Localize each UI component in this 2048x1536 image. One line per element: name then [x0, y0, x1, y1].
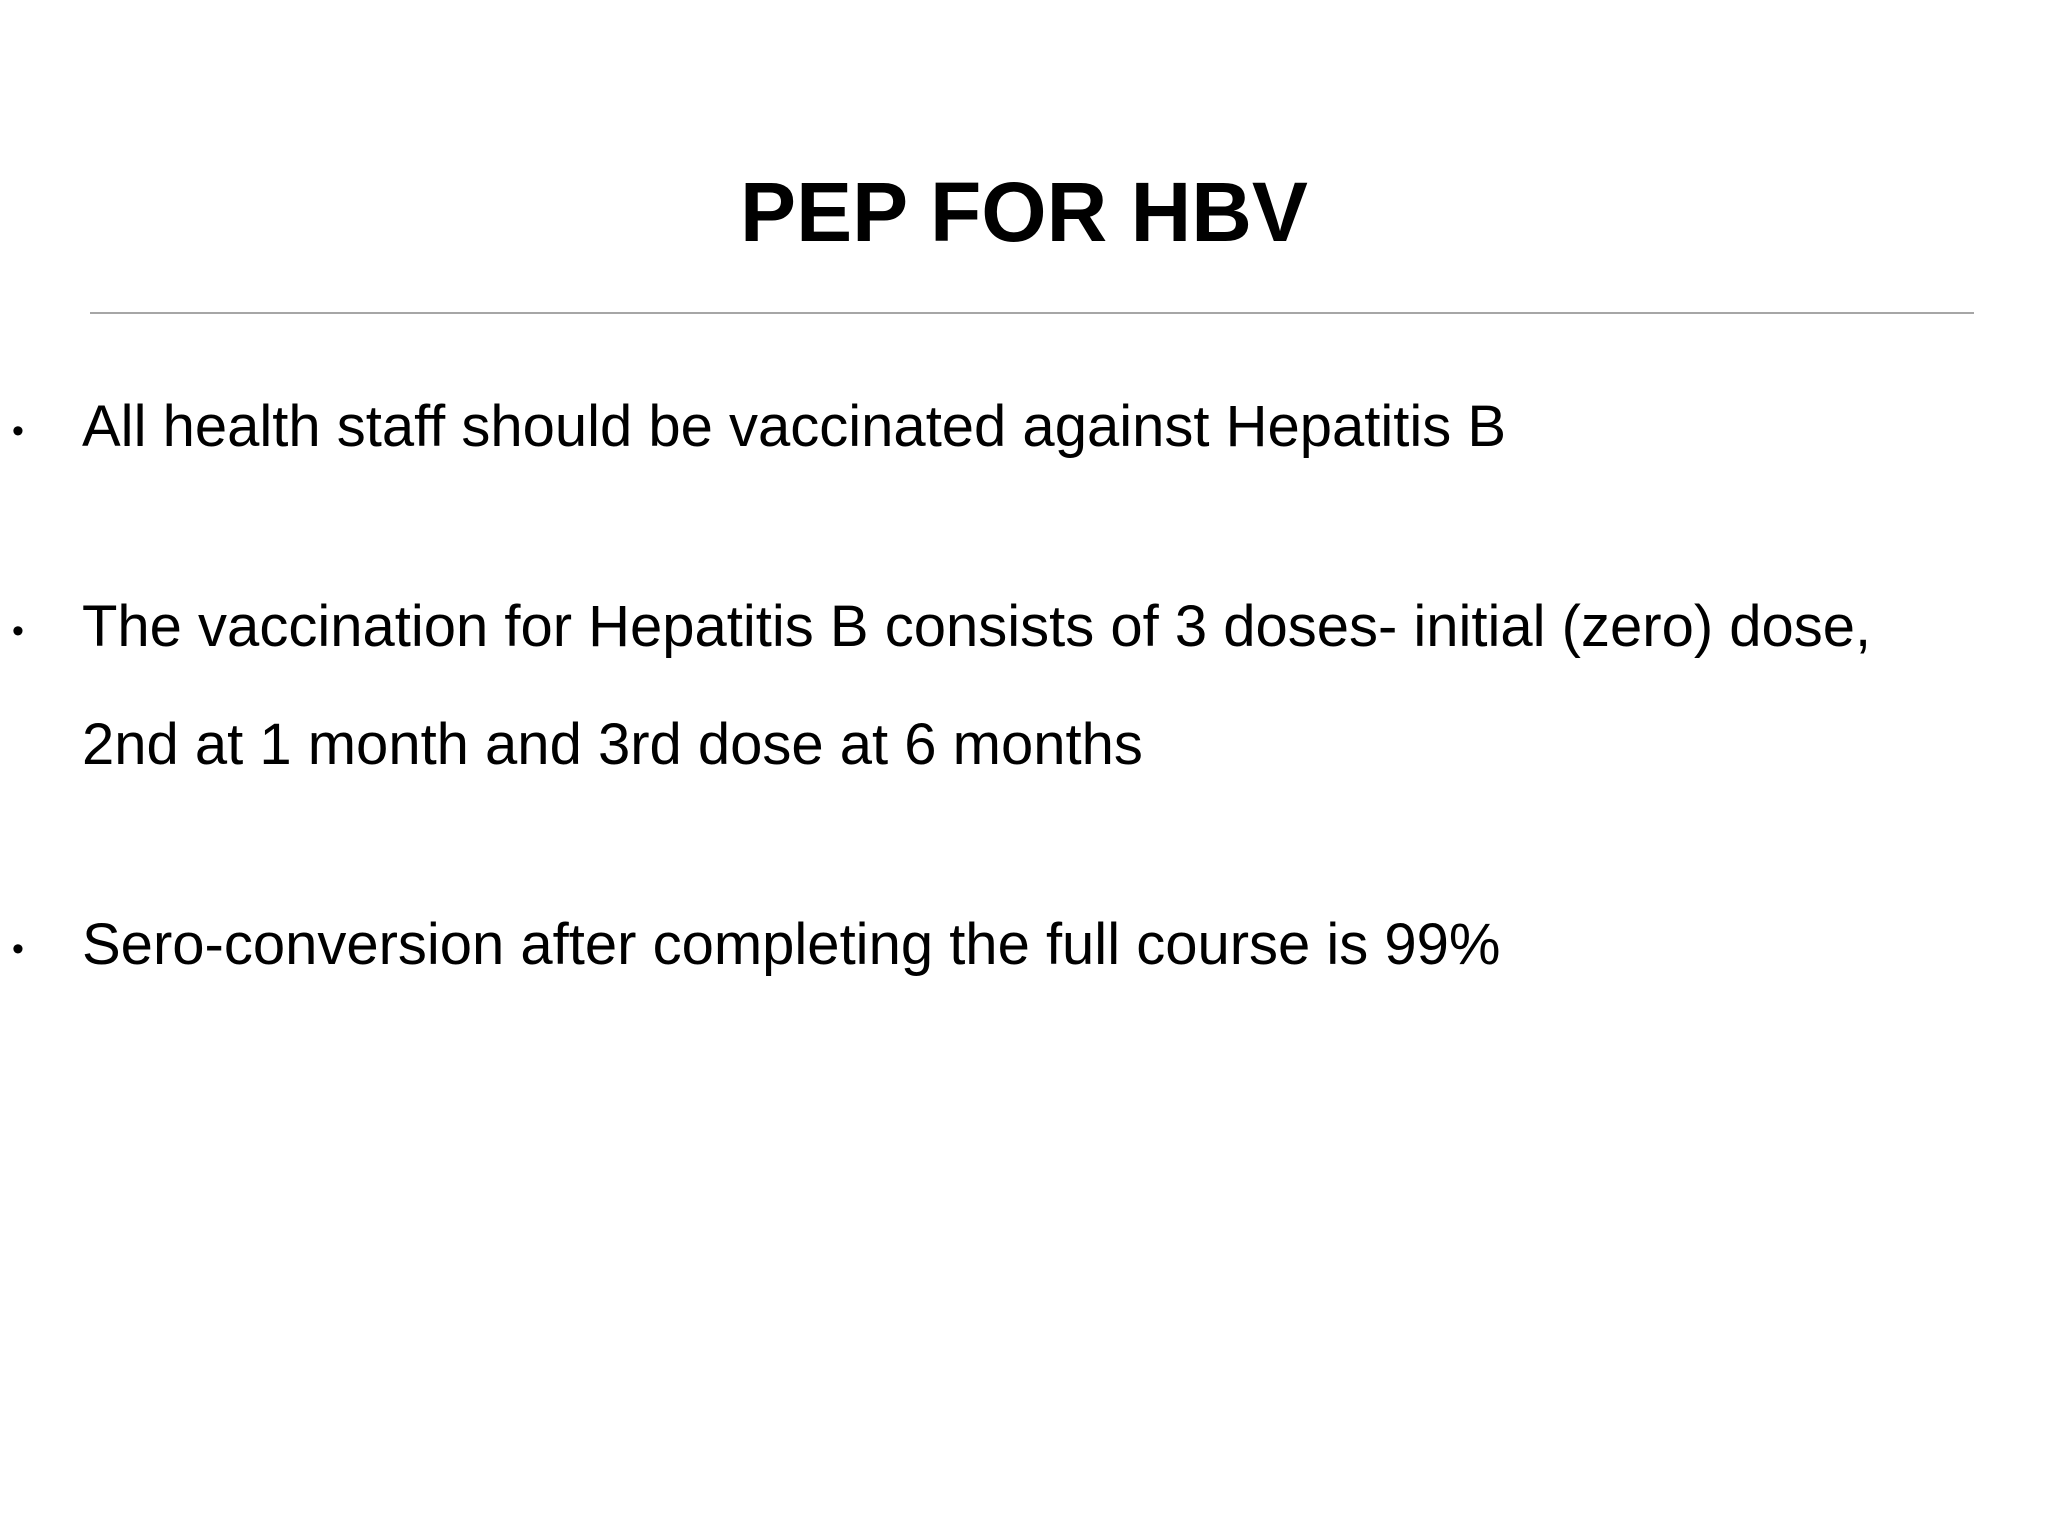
bullet-dot-icon: •: [12, 612, 24, 650]
title-divider: [90, 312, 1974, 314]
bullet-text: All health staff should be vaccinated against Hepatitis B: [82, 394, 1507, 459]
bullet-dot-icon: •: [12, 930, 24, 968]
bullet-text: The vaccination for Hepatitis B consists of 3 doses- initial (zero) dose, 2nd at 1 month and 3rd dose at 6 months: [82, 594, 1872, 777]
slide-title: PEP FOR HBV: [740, 165, 1308, 259]
bullet-text: Sero-conversion after completing the full course is 99%: [82, 912, 1501, 977]
bullet-dot-icon: •: [12, 412, 24, 450]
